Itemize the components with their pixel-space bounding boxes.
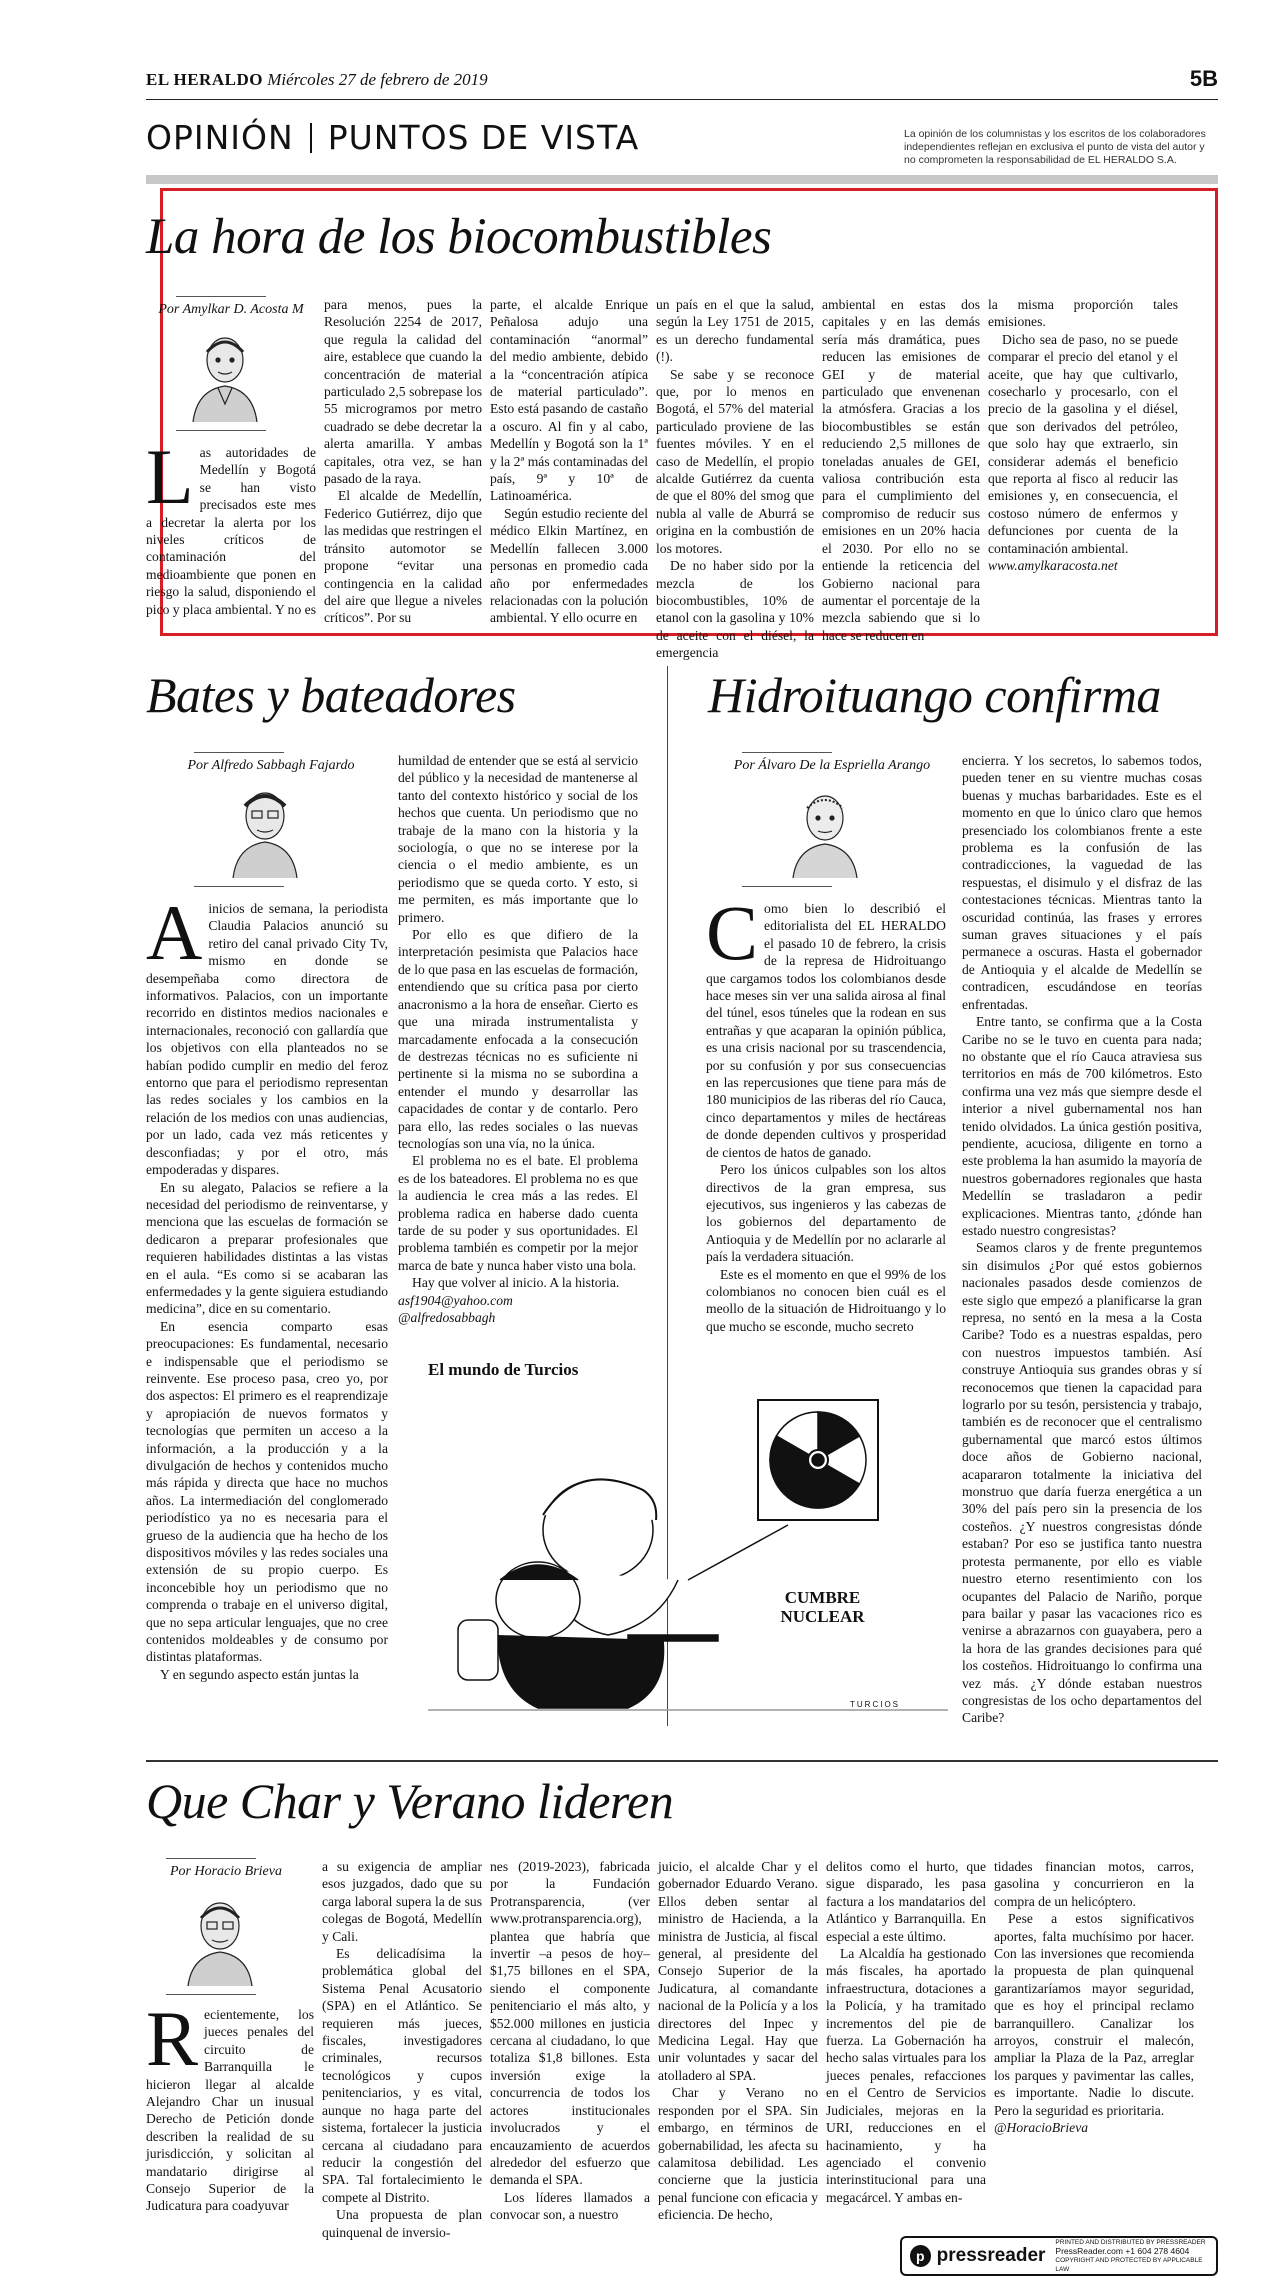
article4-paragraph: delitos como el hurto, que sigue disparado, les pasa factura a los mandatarios del Atlántico y Barranquilla. En especial a este último. [826,1859,986,1944]
article1-column-4 [656,296,814,661]
cartoon-signature: TURCIOS [850,1700,900,1709]
article2-byline: Por Alfredo Sabbagh Fajardo [187,758,355,773]
article2-text-1: inicios de semana, la periodista Claudia Palacios anunció su retiro del canal privado City Tv, mismo en donde se desempeñaba como directora de informativos. Palacios, con un importante recorrido en distintos medios nacionales e internacionales, reconoció con gallardía que los objetivos con ella planteados no se habían podido cumplir en medio del feroz entorno que para el periodismo representan las redes sociales y los cambios en la relación de los medios con unas audiencias, por un lado, cada vez más reticentes y desconfiadas; y por el otro, más empoderadas y dispares. [146,901,388,1178]
cartoon-drawing [428,1390,948,1720]
article2-column-1 [146,889,388,1730]
article1-dropcap: L [146,433,194,520]
article1-column-5 [822,296,980,643]
article3-text-1: omo bien lo describió el editorialista del EL HERALDO el pasado 10 de febrero, la crisis de la represa de Hidroituango que cargamos todos los colombianos desde hace meses sin ver una salida airosa al final del túnel, esos túneles que la rodean en sus entrañas y que acaparan la opinión pública, es una crisis nacional por su trascendencia, por su confusión y por sus consecuencias en las repercusiones que tiene para más de 180 municipios de las riberas del río Cauca, cinco departamentos y miles de hectáreas de donde dependen cultivos y prosperidad de cientos de hatos de ganado. [706,901,946,1160]
article4-paragraph: Pese a estos significativos aportes, falta muchísimo por hacer. Con las inversiones que recomienda la propuesta de plan quinquenal garantizaríamos mayor seguridad, que es hoy el principal reclamo barranquillero. Canalizar los arroyos, construir el malecón, ampliar la Plaza de la Paz, arreglar los parques y pavimentar las calles, es importante. Nadie lo discute. Pero la seguridad es prioritaria. [994,1911,1194,2118]
article1-paragraph: De no haber sido por la mezcla de los biocombustibles, 10% de etanol con la gasolina y 10% de aceite con el diésel, la emergencia [656,558,814,661]
pressreader-line-1: PRINTED AND DISTRIBUTED BY PRESSREADER [1055,2239,1206,2246]
page-number: 5B [1189,66,1218,91]
article1-paragraph: parte, el alcalde Enrique Peñalosa adujo una contaminación “anormal” del medio ambiente, debido a la “concentración atípica de material particulado”. Esto está pasando de castaño a oscuro. Al fin y al cabo, Medellín y Bogotá son la 1ª y la 2ª más contaminadas del país, 9ª y 10ª de Latinoamérica. [490,297,648,504]
article1-paragraph: para menos, pues la Resolución 2254 de 2017, que regula la calidad del aire, establece que cuando la concentración de material particulado 2,5 sobrepase los 55 microgramos por metro cuadrado se debe decretar la alerta amarilla. Y ambas capitales, otra vez, se han pasado de la raya. [324,297,482,487]
author-portrait-acosta [185,322,265,422]
article4-column-2 [322,1858,482,2248]
masthead [146,70,488,90]
article2-email[interactable]: asf1904@yahoo.com [398,1292,513,1308]
article4-text-1: ecientemente, los jueces penales del circuito de Barranquilla le hicieron llegar al alcalde Alejandro Char un inusual Derecho de Petición donde describen la realidad de su jurisdicción, y solicitan al mandatario dirigirse al Consejo Superior de la Judicatura para coadyuvar [146,2007,314,2214]
pressreader-logo-icon: p [910,2245,931,2267]
section-separator [310,123,312,153]
section-divider [146,1760,1218,1762]
article4-column-5 [826,1858,986,2248]
article4-paragraph: Char y Verano no responden por el SPA. Sin embargo, en términos de gobernabilidad, les afecta su calamitosa debilidad. Les concierne que la justicia penal funcione con eficacia y eficiencia. De hecho, [658,2085,818,2223]
article1-column-6 [988,296,1178,626]
pressreader-line-3: COPYRIGHT AND PROTECTED BY APPLICABLE LAW [1055,2257,1203,2273]
article3-paragraph: Pero los únicos culpables son los altos directivos de la gran empresa, sus ejecutivos, sus ingenieros y las cabezas de los gobiernos del departamento de Antioquia y de Medellín por no aclararle al país la verdadera situación. [706,1162,946,1265]
article3-dropcap: C [706,889,759,976]
byline-rule [176,296,266,297]
article2-dropcap: A [146,889,203,976]
article1-byline: Por Amylkar D. Acosta M [158,302,304,317]
article3-title: Hidroituango confirma [708,667,1161,723]
article1-text-1: as autoridades de Medellín y Bogotá se han visto precisados este mes a decretar la alerta por los niveles críticos de contaminación del medioambiente que ponen en riesgo la salud, disponiendo el pico y placa ambiental. Y no es [146,445,316,617]
article4-twitter[interactable]: @HoracioBrieva [994,2120,1089,2136]
article4-title: Que Char y Verano lideren [146,1773,674,1829]
article2-paragraph: Hay que volver al inicio. A la historia. [412,1275,620,1291]
article1-paragraph: ambiental en estas dos capitales y en las demás sería más dramática, pues reducen las emisiones de GEI y de material particulado que envenenan la atmósfera. Gracias a los biocombustibles se están reduciendo 2,5 millones de toneladas anuales de GEI, valiosa contribución esta para el cumplimiento del compromiso de reducir sus emisiones en un 20% hacia el 2030. Por ello no se entiende la reticencia del Gobierno nacional para aumentar el porcentaje de la mezcla sabiendo que si lo hace se reducen en [822,297,980,643]
article4-column-4 [658,1858,818,2248]
byline-rule-bottom [742,886,832,887]
article4-paragraph: juicio, el alcalde Char y el gobernador Eduardo Verano. Ellos deben sentar al ministro de Hacienda, a la ministra de Justicia, al fiscal general, al presidente del Consejo Superior de la Judicatura, al comandante nacional de la Policía y a los directores del Inpec y Medicina Legal. Hay que unir voluntades y sacar del atolladero al SPA. [658,1859,818,2083]
pressreader-brand: pressreader [936,2245,1046,2266]
article4-paragraph: Una propuesta de plan quinquenal de inversio- [322,2207,482,2240]
section-name: OPINIÓN [146,118,294,157]
article2-paragraph: Y en segundo aspecto están juntas la [160,1666,359,1682]
article2-paragraph: El problema no es el bate. El problema es de los bateadores. El problema no es que la audiencia le crea más a las redes. El problema radica en haberse dado cuenta tarde de su poder y sus oportunidades. El problema también es competir por la mejor marca de bate y nunca haber visto una bola. [398,1153,638,1273]
author-portrait-espriella [785,778,865,878]
article1-paragraph: El alcalde de Medellín, Federico Gutiérrez, dijo que las medidas que restringen el tránsito automotor se propone “evitar una contingencia en la calidad del aire que llegue a niveles críticos”. Por su [324,488,482,626]
article4-paragraph: a su exigencia de ampliar esos juzgados, dado que su carga laboral supera la de sus colegas de Bogotá, Medellín y Cali. [322,1859,482,1944]
author-portrait-brieva [180,1886,260,1986]
article1-website[interactable]: www.amylkaracosta.net [988,558,1118,574]
article2-title: Bates y bateadores [146,667,516,723]
cartoon-caption: CUMBRE NUCLEAR [780,1588,865,1626]
byline-rule [742,752,832,753]
article1-paragraph: Dicho sea de paso, no se puede comparar el precio del etanol y el aceite, que hay que cultivarlo, cosecharlo y procesarlo, con el precio de la gasolina y el diésel, que son derivados del petróleo, que solo hay que extraerlo, sin considerar además el beneficio que reporta al fisco al reducir las emisiones y, en consecuencia, el costoso número de enfermos y defunciones por cuenta de la contaminación ambiental. [988,331,1178,556]
author-portrait-sabbagh [225,778,305,878]
byline-rule [194,752,284,753]
byline-rule-bottom [194,886,284,887]
article2-column-2 [398,752,638,1325]
article1-column-2 [324,296,482,626]
section-band [146,175,1218,184]
article4-paragraph: tidades financian motos, carros, gasolina y concurrieron en la compra de un helicóptero. [994,1859,1194,1909]
article3-paragraph: Entre tanto, se confirma que a la Costa Caribe no se le tuvo en cuenta para nada; no obstante que el río Cauca atraviesa sus territorios en más de 700 kilómetros. Esto confirma una vez más que siempre desde el interior a nivel gubernamental nos han tenido olvidados. La única gestión positiva, pendiente, acuciosa, diligente en torno a este problema la han asumido la mayoría de nuestros gobernadores regionales que hasta Medellín se trasladaron a pedir explicaciones. Mientras tanto, ¿dónde han estado nuestro congresistas? [962,1014,1202,1238]
article3-paragraph: Este es el momento en que el 99% de los colombianos no conocen bien cuál es el meollo de la situación de Hidroituango y lo que mucho se esconde, mucho secreto [706,1266,946,1334]
article1-column-1 [146,433,316,624]
publication-date: Miércoles 27 de febrero de 2019 [267,70,488,89]
article2-paragraph: En esencia comparto esas preocupaciones: Es fundamental, necesario e indispensable que el periodismo se reinvente. Ese proceso pasa, creo yo, por dos aspectos: El primero es el reaprendizaje y apropiación de nuevos formatos y tecnologías que permiten un acceso a la información, a la producción y a la divulgación de hechos y contenidos mucho más rápida y directa que hace no muchos años. La intermediación del conglomerado periodístico ya no es necesaria para el grueso de la audiencia que ha hecho de los dispositivos móviles y las redes sociales una extensión de su propio cuerpo. Es inconcebible hoy un periodismo que no comprenda o trabaje en el universo digital, que no sepa articular lenguajes, que no cree contenidos moldeables y de consumo por distintas plataformas. [146,1318,388,1665]
article2-paragraph: Por ello es que difiero de la interpretación pesimista que Palacios hace de lo que pasa en las escuelas de formación, entendiendo que su crítica pasa por cierto anacronismo a la hora de enseñar. Cierto es que una mirada instrumentalista y marcadamente enfocada a la consecución de destrezas técnicas no es suficiente ni pertinente si la misma no se subordina a entender el mundo y desarrollar las capacidades de contar y de contarlo. Pero para ello, las redes sociales o las nuevas tecnologías son una vía, no la única. [398,927,638,1151]
article4-column-3 [490,1858,650,2248]
article3-byline: Por Álvaro De la Espriella Arango [733,758,931,773]
cartoon-title: El mundo de Turcios [428,1360,579,1379]
pressreader-lines [1055,2238,1208,2274]
article1-paragraph: un país en el que la salud, según la Ley 1751 de 2015, es un derecho fundamental (!). [656,297,814,365]
header-rule [146,99,1218,100]
disclaimer: La opinión de los columnistas y los escritos de los colaboradores independientes reflejan en exclusiva el punto de vista del autor y no comprometen la responsabilidad de EL HERALDO S.A. [904,128,1206,166]
pressreader-badge[interactable] [900,2236,1218,2276]
article4-paragraph: nes (2019-2023), fabricada por la Fundación Protransparencia, (ver www.protransparencia.org), plantea que habría que invertir –a pesos de hoy– $1,75 billones en el SPA, siendo el componente penitenciario el más alto, y $52.000 millones en justicia cercana al ciudadano, lo que totaliza $1,8 billones. Esta inversión exige la concurrencia de todos los actores institucionales involucrados y el encauzamiento de acuerdos alrededor del esfuerzo que demanda el SPA. [490,1859,650,2188]
byline-rule-bottom [176,430,266,431]
pressreader-line-2: PressReader.com +1 604 278 4604 [1055,2246,1190,2256]
article2-twitter[interactable]: @alfredosabbagh [398,1310,496,1325]
article4-column-6 [994,1858,1194,2188]
byline-rule [166,1858,256,1859]
article1-paragraph: la misma proporción tales emisiones. [988,297,1178,330]
article3-paragraph: encierra. Y los secretos, lo sabemos todos, pueden tener en su vientre muchas cosas buenas y muchas barbaridades. Este es el momento en que lo único claro que hemos presenciado los colombianos frente a este problema es la confusión de las contradicciones, la vaguedad de las respuestas, el disimulo y el disfraz de las contestaciones técnicas. Mientras tanto la oscuridad continúa, las frases y errores suman graves situaciones y el país permanece a oscuras. Hasta el gobernador de Antioquia y el alcalde de Medellín se contradicen, escudándose en teorías enfrentadas. [962,753,1202,1012]
subsection-name: PUNTOS DE VISTA [327,118,640,157]
article4-paragraph: Es delicadísima la problemática global del Sistema Penal Acusatorio (SPA) en el Atlántico. Se requieren más jueces, fiscales, investigadores criminales, recursos tecnológicos y cupos penitenciarios, y es vital, aunque no haga parte del sistema, fortalecer la justicia cercana al ciudadano para reducir la congestión del SPA. Tal fortalecimiento le compete al Distrito. [322,1946,482,2205]
article1-title: La hora de los biocombustibles [146,209,772,265]
article1-paragraph: Se sabe y se reconoce que, por lo menos en Bogotá, el 57% del material particulado proviene de las fuentes móviles. Y en el caso de Medellín, el propio alcalde Gutiérrez da cuenta de que el 80% del smog que nubla al valle de Aburrá se origina en la combustión de los motores. [656,366,814,556]
article3-paragraph: Seamos claros y de frente preguntemos sin disimulos ¿Por qué estos gobiernos nacionales pasados desde comienzos de este siglo que empezó a planificarse la gran represa, no sentó en la mesa a la Costa Caribe? Todo es a nuestras espaldas, pero con nuestros impuestos también. Así construye Antioquia sus grandes obras y sí reconocemos que tienen la capacidad para lograrlo por su tesón, persistencia y trabajo, también es de reconocer que el centralismo gubernamental que marcó estos últimos doce años de Gobierno nacional, acapararon totalmente la iniciativa del monstruo que daría fuerza energética a un 30% del país pero sin la presencia de los costeños. ¿Y nuestros congresistas dónde estaban? Por eso se justifica tanto nuestra protesta permanente, por ello es viable nuestro eterno resentimiento con los ocupantes del Palacio de Nariño, porque para bailar y pasar las vacaciones rico es venirse a abrazarnos con guayabera, pero a la hora de las grandes decisiones para qué los costeños. Hidroituango lo confirma una vez más. ¿Y dónde estaban nuestros congresistas de los ocho departamentos del Caribe? [962,1240,1202,1726]
article4-paragraph: Los líderes llamados a convocar son, a nuestro [490,2189,650,2223]
article4-column-1 [146,1995,314,2246]
section-title [146,118,639,157]
article2-paragraph: humildad de entender que se está al servicio del público y la necesidad de mantenerse al tanto del contexto histórico y social de los hechos que cuenta. Un periodismo que no trabaje de la mano con la historia y la sociología, o que no se interese por la ciencia o el medio ambiente, es un periodismo que se queda corto. Y esto, si me permiten, es más importante que lo primero. [398,753,638,925]
article4-dropcap: R [146,1995,199,2082]
article4-paragraph: La Alcaldía ha gestionado más fiscales, ha aportado infraestructura, dotaciones a la Policía, y ha tramitado incrementos del pie de fuerza. La Gobernación ha hecho salas virtuales para los jueces penales, refacciones en el Centro de Servicios Judiciales, mejoras en la URI, reducciones en el hacinamiento, y ha agenciado el convenio interinstitucional para una megacárcel. Y ambas en- [826,1946,986,2205]
article1-column-3 [490,296,648,626]
article3-column-2 [962,752,1202,1724]
article1-paragraph: Según estudio reciente del médico Elkin Martínez, en Medellín fallecen 3.000 personas en promedio cada año por enfermedades relacionadas con la polución ambiental. Y ello ocurre en [490,505,648,626]
article2-paragraph: En su alegato, Palacios se refiere a la necesidad del periodismo de reinventarse, y menciona que las escuelas de formación se dedicaron a preparar profesionales que requieren habilidades distintas a las vistas en el aula. “Es como si se acabaran las enfermedades y la gente siguiera estudiando medicina”, dice en su comentario. [146,1179,388,1317]
article3-column-1 [706,889,946,1360]
publication-name: EL HERALDO [146,70,263,89]
article4-byline: Por Horacio Brieva [170,1864,282,1879]
